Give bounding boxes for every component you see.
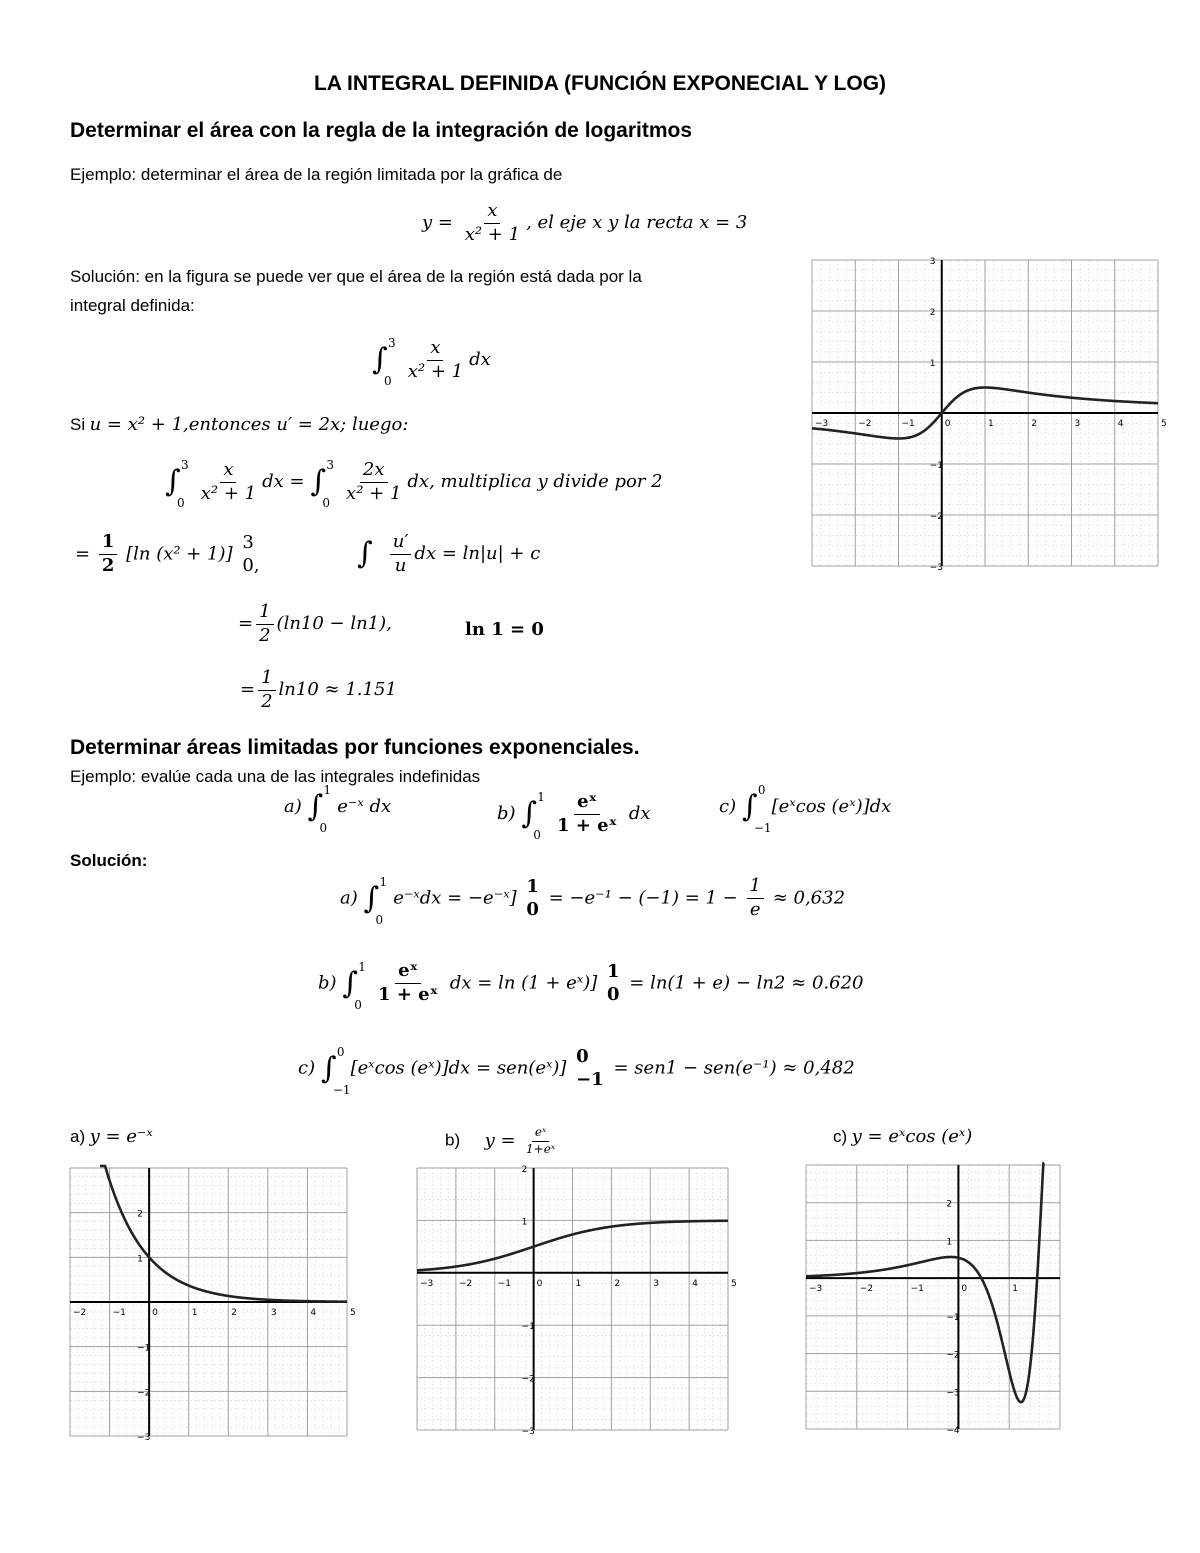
label-b: b)	[497, 803, 516, 825]
label-a: a)	[284, 796, 302, 817]
rule-den: u	[394, 554, 407, 576]
x-tick-label: 2	[1031, 419, 1037, 429]
integral-a	[284, 783, 392, 835]
label-c: c)	[298, 1057, 316, 1079]
ln-one-note: ln 1 = 0	[465, 619, 544, 640]
step4-body: ln10 ≈ 1.151	[278, 679, 397, 701]
half-num: 1	[258, 668, 275, 691]
label-a: a)	[340, 887, 358, 909]
half-fraction	[256, 602, 273, 646]
graph-b-lhs: y =	[484, 1129, 516, 1151]
y-tick-label: −2	[521, 1374, 535, 1385]
half-den: 2	[259, 624, 271, 646]
step-1-equation	[165, 458, 663, 511]
eq-numerator: x	[484, 201, 500, 224]
graph-a-equation: y = e⁻ˣ	[89, 1126, 153, 1147]
eq-y: y =	[422, 212, 453, 234]
step1-lhs-fraction	[198, 460, 259, 504]
x-tick-label: 3	[1074, 419, 1081, 429]
y-tick-label: 2	[929, 308, 936, 318]
y-tick-label: −2	[946, 1350, 960, 1361]
integral-sign: ∫ 3 0	[165, 458, 189, 511]
integral-sign: ∫ 3 0	[372, 336, 396, 389]
y-tick-label: 2	[521, 1165, 528, 1175]
y-tick-label: −3	[137, 1433, 151, 1443]
y-tick-label: 2	[946, 1199, 953, 1210]
rule-tail: dx = ln|u| + c	[414, 543, 541, 565]
substitution-line	[70, 414, 408, 435]
rule-fraction	[390, 532, 412, 576]
graph-a-prefix: a)	[70, 1127, 86, 1146]
y-tick-label: −1	[137, 1343, 151, 1354]
solution-label: Solución:	[70, 851, 148, 870]
sa-frac-num: 1	[747, 876, 764, 899]
sb-fraction	[375, 961, 441, 1005]
lower-limit: −1	[332, 1082, 351, 1097]
x-tick-label: −2	[458, 1278, 473, 1289]
section-heading-logarithms: Determinar el área con la regla de la integración de logaritmos	[70, 119, 693, 142]
integral-sign: ∫ 1 0	[307, 783, 332, 835]
step-4-equation	[240, 668, 397, 712]
y-tick-label: −3	[946, 1388, 960, 1399]
graph-c-equation: y = eˣcos (eˣ)	[851, 1126, 973, 1147]
b-num: eˣ	[574, 792, 600, 815]
one-over-e	[747, 876, 764, 920]
y-tick-label: −4	[946, 1426, 960, 1436]
upper-limit: 1	[537, 790, 545, 805]
x-tick-label: 1	[191, 1308, 198, 1318]
sb-body: dx = ln (1 + eˣ)]	[449, 972, 598, 994]
upper-limit: 1	[379, 874, 388, 889]
x-tick-label: −1	[112, 1308, 126, 1318]
lower-limit: −1	[753, 821, 772, 835]
graph-b-label	[445, 1126, 561, 1157]
x-tick-label: −1	[901, 419, 915, 429]
subst-text: u = x² + 1,entonces u′ = 2x; luego:	[89, 414, 409, 435]
eq-tail: , el eje x y la recta x = 3	[526, 212, 748, 234]
eq-denominator: x² + 1	[464, 223, 521, 245]
sa-body: e⁻ˣdx = −e⁻ˣ]	[393, 887, 517, 909]
y-tick-label: −1	[946, 1312, 960, 1323]
y-tick-label: 1	[137, 1254, 143, 1265]
half-fraction	[99, 532, 118, 576]
graph-background	[806, 1165, 1060, 1429]
equation-function	[422, 201, 747, 245]
eval-upper: 0	[576, 1046, 589, 1067]
y-tick-label: −3	[929, 563, 944, 573]
y-tick-label: −2	[137, 1388, 151, 1399]
graph-b-num: eˣ	[532, 1126, 549, 1142]
x-tick-label: 5	[1161, 419, 1167, 429]
section-heading-exponentials: Determinar áreas limitadas por funciones exponenciales.	[70, 736, 640, 759]
eval-lower: 0	[526, 898, 539, 920]
step1-tail: dx, multiplica y divide por 2	[407, 471, 663, 493]
label-c: c)	[719, 796, 737, 817]
x-tick-label: 0	[152, 1308, 158, 1318]
x-tick-label: −2	[73, 1308, 87, 1318]
x-tick-label: 4	[310, 1308, 317, 1318]
y-tick-label: −3	[521, 1427, 535, 1437]
x-tick-label: 2	[231, 1308, 238, 1318]
eval-upper: 1	[607, 961, 620, 982]
integral-sign: ∫ 0 −1	[741, 783, 772, 835]
integrand-dx: dx	[469, 349, 491, 371]
x-tick-label: −2	[858, 419, 872, 429]
upper-limit: 1	[323, 783, 332, 797]
lower-limit: 0	[177, 496, 185, 511]
x-tick-label: 5	[350, 1308, 356, 1318]
step1-rhs-fraction	[343, 460, 404, 504]
upper-limit: 3	[326, 458, 334, 473]
x-tick-label: −2	[859, 1284, 874, 1295]
upper-limit: 1	[358, 959, 366, 974]
sc-body: [eˣcos (eˣ)]dx = sen(eˣ)]	[350, 1057, 567, 1079]
x-tick-label: −3	[815, 419, 829, 429]
step1-rhs-num: 2x	[360, 460, 388, 483]
graph-c-prefix: c)	[833, 1127, 848, 1146]
eval-lower: 0	[607, 983, 620, 1005]
integrand-b-fraction	[554, 792, 620, 836]
graph-b-prefix: b)	[445, 1130, 461, 1150]
upper-limit: 0	[336, 1044, 345, 1059]
integral-sign: ∫ 1 0	[342, 959, 366, 1012]
x-tick-label: 2	[614, 1278, 621, 1289]
x-tick-label: 3	[270, 1308, 277, 1318]
evaluation-bounds	[576, 1046, 604, 1091]
example-text-2: Ejemplo: evalúe cada una de las integrales indefinidas	[70, 767, 481, 786]
label-b: b)	[318, 972, 337, 994]
eval-upper: 1	[526, 876, 539, 897]
x-tick-label: 1	[575, 1278, 582, 1289]
graph-b-den: 1+eˣ	[526, 1141, 556, 1156]
y-tick-label: 2	[137, 1209, 143, 1220]
evaluation-bounds	[607, 961, 620, 1006]
x-tick-label: 3	[653, 1278, 659, 1289]
graph-a-label	[70, 1126, 153, 1147]
integral-sign: ∫	[357, 536, 373, 572]
x-tick-label: 0	[961, 1284, 968, 1295]
integral-sign: ∫ 3 0	[310, 458, 334, 511]
evaluation-bounds	[526, 876, 539, 921]
y-tick-label: −1	[521, 1322, 535, 1333]
lower-limit: 0	[319, 821, 328, 835]
b-dx: dx	[628, 803, 651, 825]
solution-line-1: Solución: en la figura se puede ver que el área de la región está dada por la	[70, 267, 642, 286]
x-tick-label: 0	[944, 419, 951, 429]
graph-b	[417, 1165, 737, 1437]
step1-lhs-num: x	[220, 460, 236, 483]
x-tick-label: −3	[420, 1278, 434, 1289]
integral-sign: ∫ 1 0	[521, 790, 545, 843]
x-tick-label: 1	[1012, 1284, 1018, 1295]
log-rule	[357, 532, 540, 576]
rule-num: u′	[390, 532, 412, 555]
upper-limit: 0	[757, 783, 766, 797]
x-tick-label: −3	[809, 1284, 823, 1295]
step2-body: [ln (x² + 1)]	[126, 543, 233, 565]
graph-b-fraction	[523, 1126, 558, 1157]
eval-lower: 0,	[242, 554, 260, 576]
integrand-denominator: x² + 1	[407, 360, 464, 382]
integrand-fraction	[405, 338, 466, 382]
example-text: Ejemplo: determinar el área de la región limitada por la gráfica de	[70, 165, 563, 184]
step1-mid: dx =	[262, 471, 305, 493]
integrand-a: e⁻ˣ dx	[337, 796, 392, 817]
integral-c	[719, 783, 892, 835]
solution-a	[340, 874, 846, 927]
integral-sign: ∫ 0 −1	[320, 1044, 351, 1097]
sa-mid: = −e⁻¹ − (−1) = 1 −	[548, 887, 738, 909]
sb-tail: = ln(1 + e) − ln2 ≈ 0.620	[629, 972, 864, 994]
x-tick-label: 5	[731, 1278, 737, 1289]
lower-limit: 0	[533, 828, 541, 843]
step3-body: (ln10 − ln1),	[276, 613, 392, 635]
graph-c-label	[833, 1126, 972, 1147]
subst-prefix: Si	[70, 415, 86, 434]
y-tick-label: 1	[929, 359, 936, 369]
half-fraction	[258, 668, 275, 712]
integrand-numerator: x	[427, 338, 443, 361]
upper-limit: 3	[388, 336, 396, 351]
sa-tail: ≈ 0,632	[772, 887, 846, 909]
upper-limit: 3	[181, 458, 189, 473]
x-tick-label: 0	[536, 1278, 543, 1289]
eval-upper: 3	[242, 532, 254, 553]
y-tick-label: 1	[521, 1217, 528, 1228]
lower-limit: 0	[354, 997, 362, 1012]
graph-main	[812, 257, 1167, 573]
sc-tail: = sen1 − sen(e⁻¹) ≈ 0,482	[613, 1057, 855, 1079]
lower-limit: 0	[375, 912, 384, 927]
page-title: LA INTEGRAL DEFINIDA (FUNCIÓN EXPONECIAL Y LOG)	[313, 72, 887, 95]
equals-sign: =	[238, 613, 254, 635]
x-tick-label: −1	[910, 1284, 924, 1295]
y-tick-label: −1	[929, 461, 944, 471]
equals-sign: =	[240, 679, 256, 701]
graph-c	[806, 1165, 1060, 1436]
integral-sign: ∫ 1 0	[363, 874, 388, 927]
sa-frac-den: e	[749, 899, 761, 920]
half-den: 2	[101, 555, 115, 576]
b-den: 1 + eˣ	[557, 814, 618, 836]
x-tick-label: 4	[692, 1278, 698, 1289]
half-num: 1	[99, 532, 118, 555]
step-2-equation	[75, 532, 264, 577]
solution-c	[298, 1044, 855, 1097]
solution-line-2: integral definida:	[70, 296, 195, 315]
solution-b	[318, 959, 864, 1012]
lower-limit: 0	[322, 496, 330, 511]
y-tick-label: 3	[929, 257, 936, 267]
x-tick-label: −1	[497, 1278, 512, 1289]
equals-sign: =	[75, 543, 91, 565]
definite-integral	[372, 336, 491, 389]
y-tick-label: −2	[929, 512, 944, 522]
integral-b	[497, 790, 651, 843]
x-tick-label: 1	[988, 419, 994, 429]
step1-rhs-den: x² + 1	[346, 482, 402, 504]
graph-a	[70, 1168, 356, 1443]
sb-den: 1 + eˣ	[378, 984, 439, 1005]
sb-num: eˣ	[395, 961, 421, 984]
integrand-c: [eˣcos (eˣ)]dx	[771, 796, 892, 817]
step1-lhs-den: x² + 1	[200, 482, 257, 504]
lower-limit: 0	[384, 374, 392, 389]
y-tick-label: 1	[946, 1237, 953, 1248]
eval-lower: −1	[576, 1068, 604, 1090]
half-num: 1	[256, 602, 273, 625]
step-3-equation	[238, 602, 392, 646]
eq-fraction	[462, 201, 523, 245]
evaluation-bounds	[242, 532, 259, 577]
half-den: 2	[261, 690, 273, 712]
x-tick-label: 4	[1117, 419, 1124, 429]
